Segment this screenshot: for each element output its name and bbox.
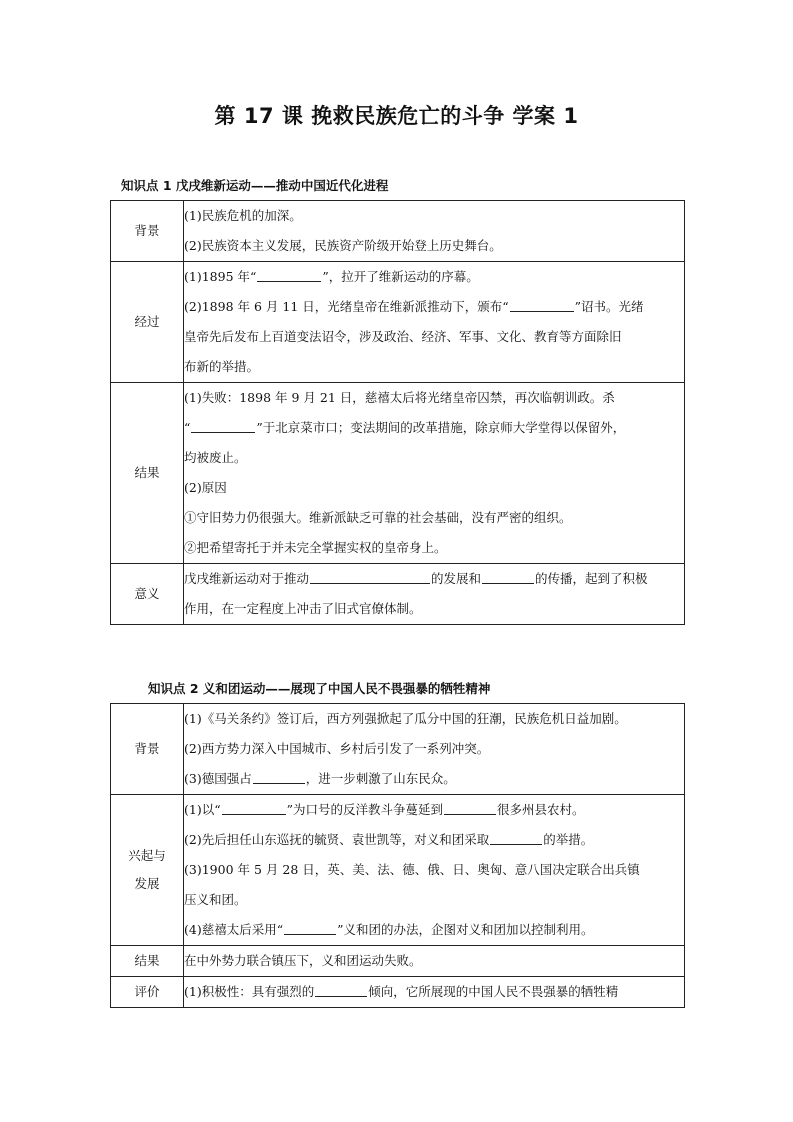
fill-blank[interactable]	[490, 830, 542, 845]
row-label-process: 经过	[111, 262, 184, 383]
table-row	[111, 795, 685, 946]
content-line: (3)1900 年 5 月 28 日，英、美、法、德、俄、日、奥匈、意八国决定联合出兵镇	[184, 862, 640, 877]
content-line: (1)民族危机的加深。	[184, 208, 302, 223]
knowledge-point-1-heading: 知识点 1 戊戌维新运动——推动中国近代化进程	[121, 178, 389, 193]
knowledge-point-2-heading: 知识点 2 义和团运动——展现了中国人民不畏强暴的牺牲精神	[148, 681, 491, 696]
content-line: (2)1898 年 6 月 11 日，光绪皇帝在维新派推动下，颁布“ ”诏书。光绪	[184, 299, 644, 314]
content-line: (3)德国强占 ，进一步刺激了山东民众。	[184, 771, 456, 786]
fill-blank[interactable]	[482, 569, 534, 584]
content-line: (1)1895 年“ ”，拉开了维新运动的序幕。	[184, 269, 479, 284]
row-label-background: 背景	[111, 704, 184, 795]
content-line: (1)失败：1898 年 9 月 21 日，慈禧太后将光绪皇帝囚禁，再次临朝训政。杀	[184, 390, 615, 405]
row-label-background: 背景	[111, 201, 184, 262]
knowledge-point-1-table	[110, 200, 685, 625]
content-line: “ ”于北京菜市口；变法期间的改革措施，除京师大学堂得以保留外，	[184, 420, 626, 435]
content-line: (2)先后担任山东巡抚的毓贤、袁世凯等，对义和团采取 的举措。	[184, 832, 594, 847]
evaluation-content	[184, 977, 685, 1008]
row-label-result: 结果	[111, 383, 184, 564]
table-row	[111, 201, 685, 262]
content-line: 压义和团。	[184, 892, 247, 907]
row-label-evaluation: 评价	[111, 977, 184, 1008]
fill-blank[interactable]	[191, 418, 255, 433]
table-row	[111, 262, 685, 383]
table-row	[111, 946, 685, 977]
result-content	[184, 946, 685, 977]
result-content	[184, 383, 685, 564]
table-row	[111, 977, 685, 1008]
content-line: 均被废止。	[184, 450, 247, 465]
background-content	[184, 704, 685, 795]
content-line: (4)慈禧太后采用“ ”义和团的办法，企图对义和团加以控制利用。	[184, 922, 594, 937]
content-line: (2)民族资本主义发展，民族资产阶级开始登上历史舞台。	[184, 238, 502, 253]
content-line: ②把希望寄托于并未完全掌握实权的皇帝身上。	[184, 540, 447, 555]
table-row	[111, 704, 685, 795]
fill-blank[interactable]	[253, 769, 305, 784]
fill-blank[interactable]	[510, 297, 574, 312]
background-content	[184, 201, 685, 262]
fill-blank[interactable]	[257, 267, 321, 282]
page-title: 第 17 课 挽救民族危亡的斗争 学案 1	[214, 104, 579, 128]
content-line: 作用，在一定程度上冲击了旧式官僚体制。	[184, 601, 422, 616]
fill-blank[interactable]	[222, 800, 286, 815]
row-label-rise-and-development: 兴起与 发展	[111, 795, 184, 946]
content-line: (1)以“ ”为口号的反洋教斗争蔓延到 很多州县农村。	[184, 802, 585, 817]
table-row	[111, 564, 685, 625]
significance-content	[184, 564, 685, 625]
content-line: (2)西方势力深入中国城市、乡村后引发了一系列冲突。	[184, 741, 490, 756]
content-line: 在中外势力联合镇压下，义和团运动失败。	[184, 953, 422, 968]
fill-blank[interactable]	[315, 982, 367, 997]
row-label-significance: 意义	[111, 564, 184, 625]
content-line: (1)《马关条约》签订后，西方列强掀起了瓜分中国的狂潮，民族危机日益加剧。	[184, 711, 627, 726]
process-content	[184, 262, 685, 383]
content-line: (1)积极性：具有强烈的 倾向，它所展现的中国人民不畏强暴的牺牲精	[184, 984, 619, 999]
fill-blank[interactable]	[284, 920, 336, 935]
content-line: (2)原因	[184, 480, 227, 495]
content-line: 戊戌维新运动对于推动 的发展和 的传播，起到了积极	[184, 571, 648, 586]
fill-blank[interactable]	[310, 569, 430, 584]
knowledge-point-2-table	[110, 703, 685, 1008]
content-line: ①守旧势力仍很强大。维新派缺乏可靠的社会基础，没有严密的组织。	[184, 510, 572, 525]
fill-blank[interactable]	[444, 800, 496, 815]
row-label-result: 结果	[111, 946, 184, 977]
table-row	[111, 383, 685, 564]
content-line: 布新的举措。	[184, 359, 260, 374]
content-line: 皇帝先后发布上百道变法诏令，涉及政治、经济、军事、文化、教育等方面除旧	[184, 329, 622, 344]
rise-content	[184, 795, 685, 946]
